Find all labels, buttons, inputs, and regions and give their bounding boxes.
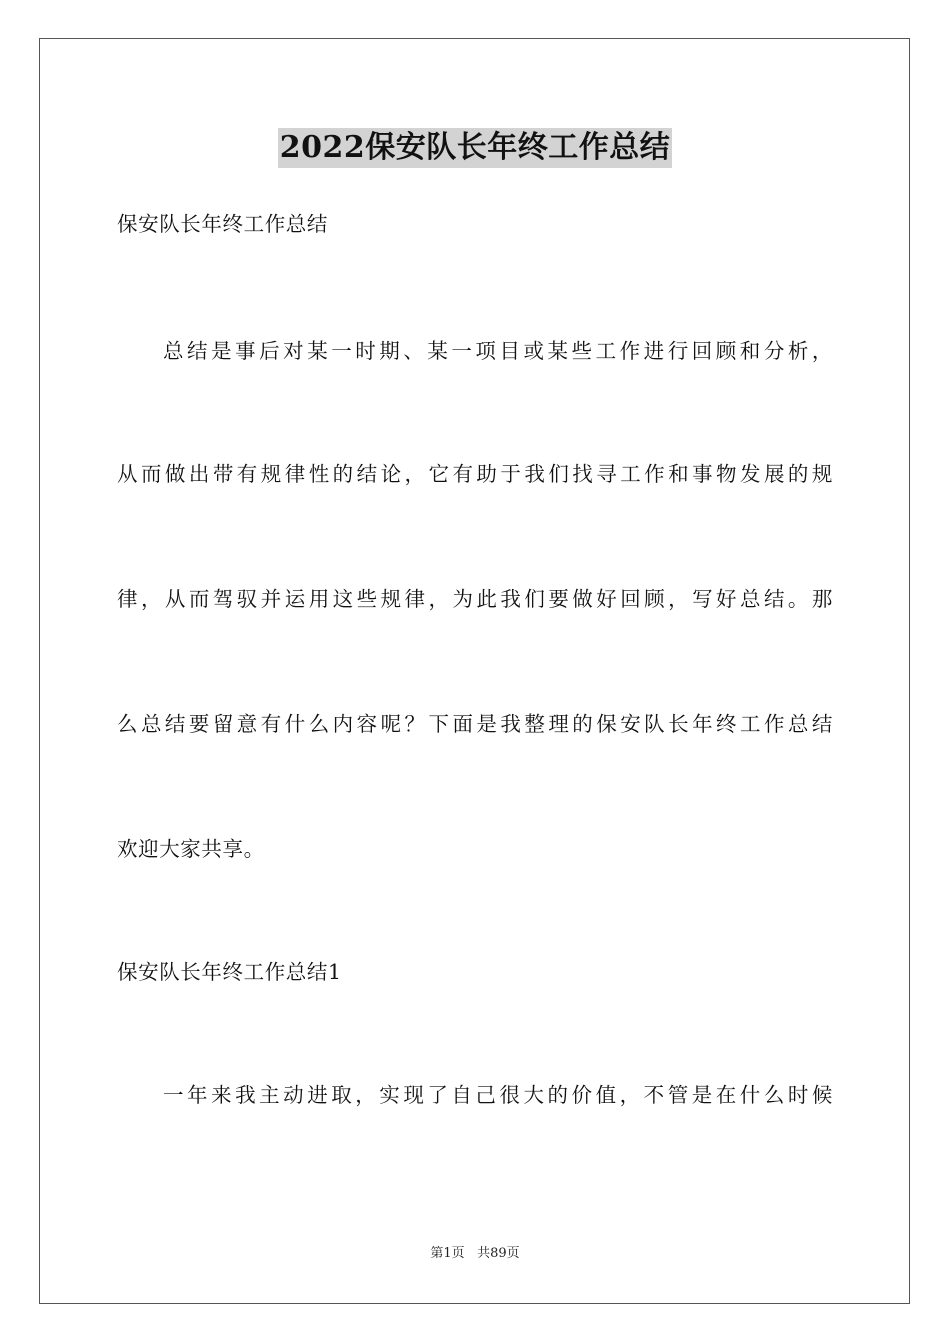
paragraph-line: 么总结要留意有什么内容呢？下面是我整理的保安队长年终工作总结 bbox=[117, 712, 833, 736]
document-title: 2022保安队长年终工作总结 bbox=[278, 128, 673, 168]
section-heading: 保安队长年终工作总结1 bbox=[117, 960, 342, 984]
page-footer bbox=[0, 1245, 950, 1263]
paragraph-line: 总结是事后对某一时期、某一项目或某些工作进行回顾和分析， bbox=[163, 339, 833, 363]
page-number: 第1页 bbox=[430, 1246, 465, 1261]
title-container bbox=[0, 128, 950, 168]
paragraph-line: 从而做出带有规律性的结论，它有助于我们找寻工作和事物发展的规 bbox=[117, 462, 833, 486]
paragraph-line: 欢迎大家共享。 bbox=[117, 837, 265, 861]
subtitle-line: 保安队长年终工作总结 bbox=[117, 212, 328, 236]
total-pages: 共89页 bbox=[477, 1246, 520, 1261]
paragraph-line: 律，从而驾驭并运用这些规律，为此我们要做好回顾，写好总结。那 bbox=[117, 587, 833, 611]
paragraph-line: 一年来我主动进取，实现了自己很大的价值，不管是在什么时候 bbox=[163, 1083, 833, 1107]
